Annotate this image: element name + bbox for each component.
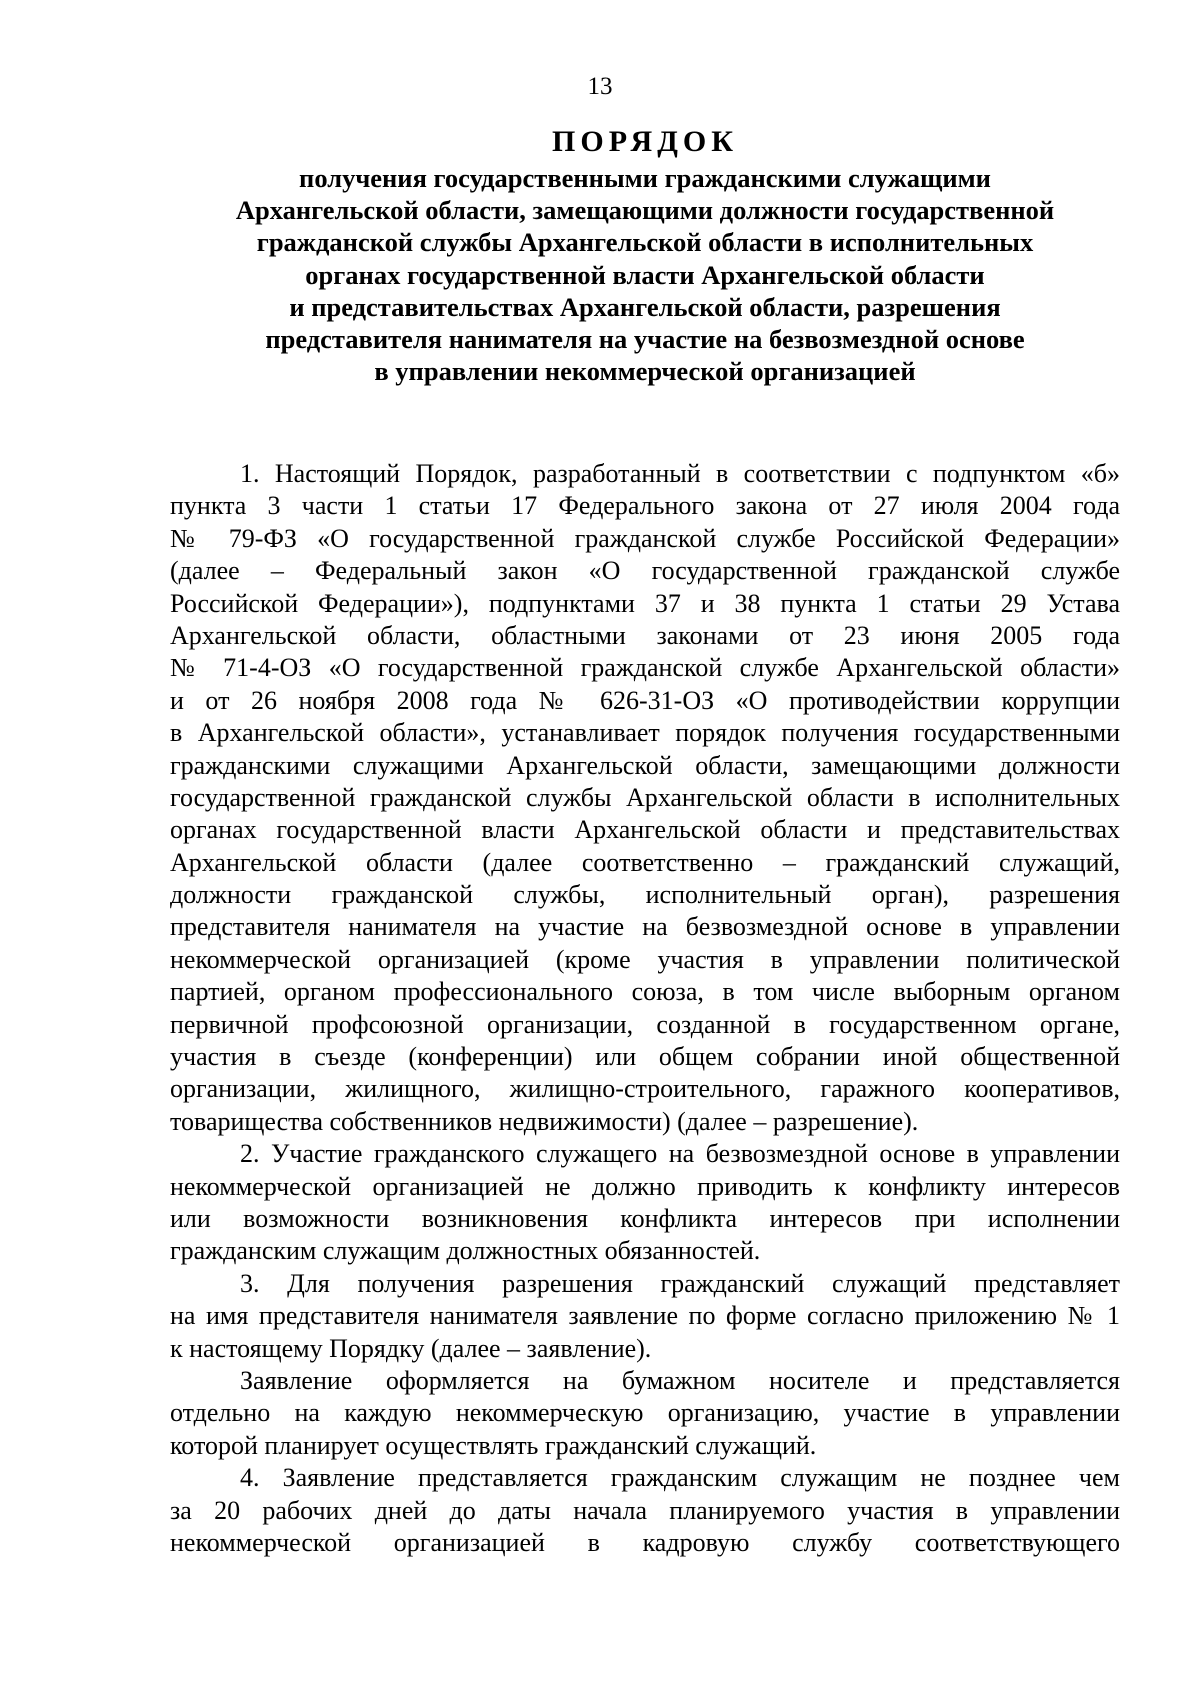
paragraph-4-line: за 20 рабочих дней до даты начала планируемого участия в управлении (170, 1495, 1120, 1525)
paragraph-1-line: (далее – Федеральный закон «О государственной гражданской службе (170, 556, 1120, 586)
paragraph-1-line: партией, органом профессионального союза, в том числе выборным органом (170, 977, 1120, 1007)
title-line: Архангельской области, замещающими должности государственной (235, 195, 1055, 226)
paragraph-2-line: 2. Участие гражданского служащего на безвозмездной основе в управлении (240, 1139, 1120, 1169)
paragraph-3-line: к настоящему Порядку (далее – заявление). (170, 1333, 652, 1363)
paragraph-1-line: Российской Федерации»), подпунктами 37 и 38 пункта 1 статьи 29 Устава (170, 588, 1120, 618)
paragraph-1-line: № 79-ФЗ «О государственной гражданской службе Российской Федерации» (170, 523, 1120, 553)
paragraph-4-line: 4. Заявление представляется гражданским служащим не позднее чем (240, 1463, 1120, 1493)
paragraph-1-line: первичной профсоюзной организации, созданной в государственном органе, (170, 1009, 1120, 1039)
paragraph-2-line: некоммерческой организацией не должно приводить к конфликту интересов (170, 1171, 1120, 1201)
title-line: органах государственной власти Архангельской области (305, 259, 985, 290)
paragraph-3b-line: отдельно на каждую некоммерческую организацию, участие в управлении (170, 1398, 1120, 1428)
page-number: 13 (587, 73, 613, 100)
title-line: в управлении некоммерческой организацией (374, 356, 916, 387)
paragraph-1-line: и от 26 ноября 2008 года № 626-31-ОЗ «О противодействии коррупции (170, 685, 1120, 715)
title-line: представителя нанимателя на участие на безвозмездной основе (265, 324, 1025, 355)
paragraph-1-line: гражданскими служащими Архангельской области, замещающими должности (170, 750, 1120, 780)
paragraph-1-line: № 71-4-ОЗ «О государственной гражданской службе Архангельской области» (170, 653, 1120, 683)
paragraph-1-line: 1. Настоящий Порядок, разработанный в соответствии с подпунктом «б» (240, 459, 1120, 488)
paragraph-1-line: Архангельской области, областными законами от 23 июня 2005 года (170, 620, 1120, 650)
title-line: и представительствах Архангельской области, разрешения (289, 291, 1001, 322)
title-line: получения государственными гражданскими служащими (299, 163, 991, 193)
paragraph-3-line: на имя представителя нанимателя заявление по форме согласно приложению № 1 (170, 1301, 1120, 1331)
paragraph-3b-line: Заявление оформляется на бумажном носителе и представляется (240, 1365, 1120, 1395)
paragraph-3-line: 3. Для получения разрешения гражданский служащий представляет (240, 1268, 1120, 1298)
title-heading: ПОРЯДОК (552, 125, 738, 158)
paragraph-3b-line: которой планирует осуществлять гражданский служащий. (170, 1430, 817, 1460)
document-title (170, 124, 1120, 387)
paragraph-1-line: товарищества собственников недвижимости) (далее – разрешение). (170, 1106, 919, 1136)
paragraph-1-line: органах государственной власти Архангельской области и представительствах (170, 815, 1120, 845)
paragraph-1-line: организации, жилищного, жилищно-строительного, гаражного кооперативов, (170, 1074, 1120, 1104)
paragraph-1-line: пункта 3 части 1 статьи 17 Федерального закона от 27 июля 2004 года (170, 491, 1120, 521)
paragraph-1-line: представителя нанимателя на участие на безвозмездной основе в управлении (170, 912, 1120, 942)
document-body (170, 458, 1120, 1559)
paragraph-1-line: должности гражданской службы, исполнительный орган), разрешения (170, 880, 1120, 910)
paragraph-1-line: в Архангельской области», устанавливает порядок получения государственными (170, 718, 1120, 748)
paragraph-1-line: участия в съезде (конференции) или общем собрании иной общественной (170, 1042, 1120, 1072)
paragraph-1-line: некоммерческой организацией (кроме участия в управлении политической (170, 944, 1120, 974)
paragraph-2-line: или возможности возникновения конфликта интересов при исполнении (170, 1203, 1120, 1233)
title-line: гражданской службы Архангельской области в исполнительных (256, 227, 1034, 258)
paragraph-4-line: некоммерческой организацией в кадровую службу соответствующего (170, 1527, 1120, 1557)
paragraph-2-line: гражданским служащим должностных обязанностей. (170, 1236, 761, 1266)
paragraph-1-line: Архангельской области (далее соответственно – гражданский служащий, (170, 847, 1120, 877)
paragraph-1-line: государственной гражданской службы Архангельской области в исполнительных (170, 782, 1120, 812)
